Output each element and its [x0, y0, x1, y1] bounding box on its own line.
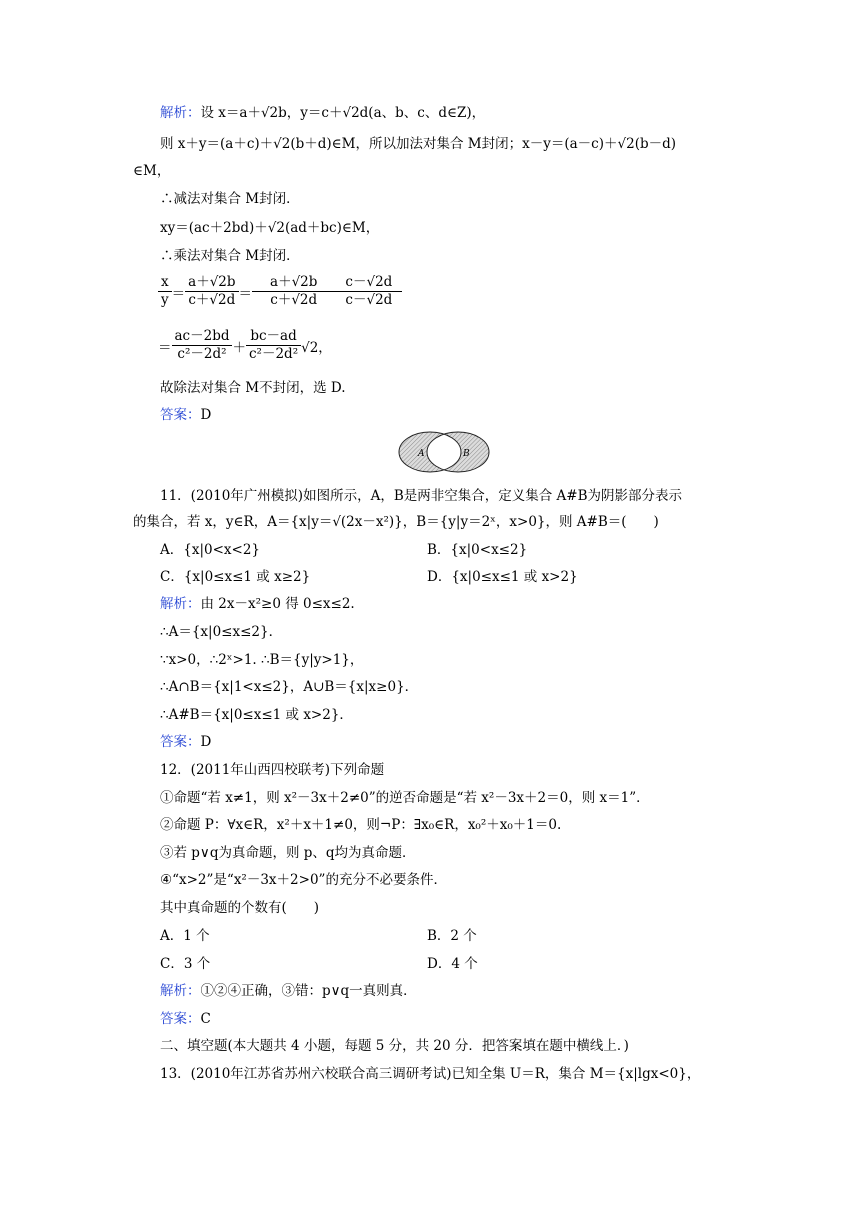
- q12-item-3: ③若 p∨q为真命题，则 p、q均为真命题．: [160, 845, 416, 861]
- q12-solution: 解析：①②④正确，③错：p∨q一真则真．: [160, 983, 417, 999]
- fraction-xy: $\frac{x}{y}$: [158, 274, 172, 309]
- solution-line-4: ∴减法对集合 M封闭．: [160, 191, 300, 207]
- q11-solution-5: ∴A#B＝{x|0≤x≤1 或 x>2}．: [160, 707, 353, 723]
- q11-option-d: D．{x|0≤x≤1 或 x>2}: [427, 569, 578, 585]
- venn-label-b: B: [463, 449, 470, 459]
- q11-option-b: B．{x|0<x≤2}: [427, 542, 528, 558]
- q12-item-4: ④“x>2”是“x²－3x＋2>0”的充分不必要条件．: [160, 872, 447, 888]
- q12-option-b: B．2 个: [427, 928, 477, 944]
- section-heading: 二、填空题(本大题共 4 小题，每题 5 分，共 20 分．把答案填在题中横线上．): [160, 1038, 629, 1054]
- fraction-5: $\frac{bc-ad}{\text{c²－2d²}}$: [246, 328, 301, 363]
- solution-label: 解析：: [160, 105, 201, 121]
- q12-answer: 答案：C: [160, 1011, 211, 1027]
- solution-line-6: ∴乘法对集合 M封闭．: [160, 248, 300, 264]
- venn-label-a: A: [418, 449, 425, 459]
- q11-stem-line-1: 11．(2010年广州模拟)如图所示，A，B是两非空集合，定义集合 A#B为阴影部分表示: [160, 488, 683, 504]
- fraction-1: $\frac{a+√2b}{c+√2d}$: [185, 274, 238, 309]
- q11-solution-3: ∵x>0，∴2ˣ>1. ∴B＝{y|y>1}，: [160, 652, 364, 668]
- solution-line-3: ∈M，: [133, 163, 171, 179]
- q11-option-c: C．{x|0≤x≤1 或 x≥2}: [160, 569, 311, 585]
- fraction-2: $\frac{a+√2b}{c+√2d}$: [252, 274, 335, 309]
- q12-stem: 12．(2011年山西四校联考)下列命题: [160, 762, 385, 778]
- q12-item-2: ②命题 P：∀x∈R，x²＋x＋1≠0，则¬P：∃x₀∈R，x₀²＋x₀＋1＝0.: [160, 817, 562, 833]
- q12-question: 其中真命题的个数有( ): [160, 900, 320, 916]
- q11-answer: 答案：D: [160, 734, 212, 750]
- solution-line-5: xy＝(ac＋2bd)＋√2(ad＋bc)∈M，: [160, 220, 380, 236]
- division-equation: $\frac{x}{y}$ ＝ $\frac{a+√2b}{c+√2d}$ ＝ $\frac{a+√2b}{c+√2d}$ $\frac{c-√2d}{c-√2d}$: [158, 274, 402, 309]
- solution-line-2: 则 x＋y＝(a＋c)＋√2(b＋d)∈M，所以加法对集合 M封闭；x－y＝(a－c)＋√2(b－d): [160, 136, 677, 152]
- q13-stem: 13．(2010年江苏省苏州六校联合高三调研考试)已知全集 U＝R，集合 M＝{x|lgx<0}，: [160, 1066, 701, 1082]
- q11-option-a: A．{x|0<x<2}: [160, 542, 261, 558]
- q11-stem-line-2: 的集合，若 x，y∈R，A＝{x|y＝√(2x－x²)}，B＝{y|y＝2ˣ，x>0}，则 A#B＝( ): [133, 514, 659, 530]
- q11-solution-1: 解析：由 2x－x²≥0 得 0≤x≤2.: [160, 596, 355, 612]
- q12-option-d: D．4 个: [427, 956, 478, 972]
- q11-solution-4: ∴A∩B＝{x|1<x≤2}，A∪B＝{x|x≥0}．: [160, 679, 419, 695]
- solution-line-1: 解析：设 x＝a＋√2b，y＝c＋√2d(a、b、c、d∈Z)，: [160, 105, 486, 121]
- q12-option-a: A．1 个: [160, 928, 210, 944]
- fraction-3: $\frac{c-√2d}{c-√2d}$: [335, 274, 402, 309]
- q12-item-1: ①命题“若 x≠1，则 x²－3x＋2≠0”的逆否命题是“若 x²－3x＋2＝0，则 x＝1”．: [160, 790, 650, 806]
- venn-diagram: [396, 430, 492, 474]
- answer-line: 答案：D: [160, 407, 212, 423]
- fraction-4: $\frac{ac-2bd}{\text{c²－2d²}}$: [172, 328, 233, 363]
- solution-conclusion: 故除法对集合 M不封闭，选 D.: [160, 380, 346, 396]
- q12-option-c: C．3 个: [160, 956, 211, 972]
- division-result: ＝ $\frac{ac-2bd}{\text{c²－2d²}}$ ＋ $\frac{bc-ad}{\text{c²－2d²}}$ √2，: [158, 328, 332, 362]
- q11-solution-2: ∴A＝{x|0≤x≤2}．: [160, 624, 283, 640]
